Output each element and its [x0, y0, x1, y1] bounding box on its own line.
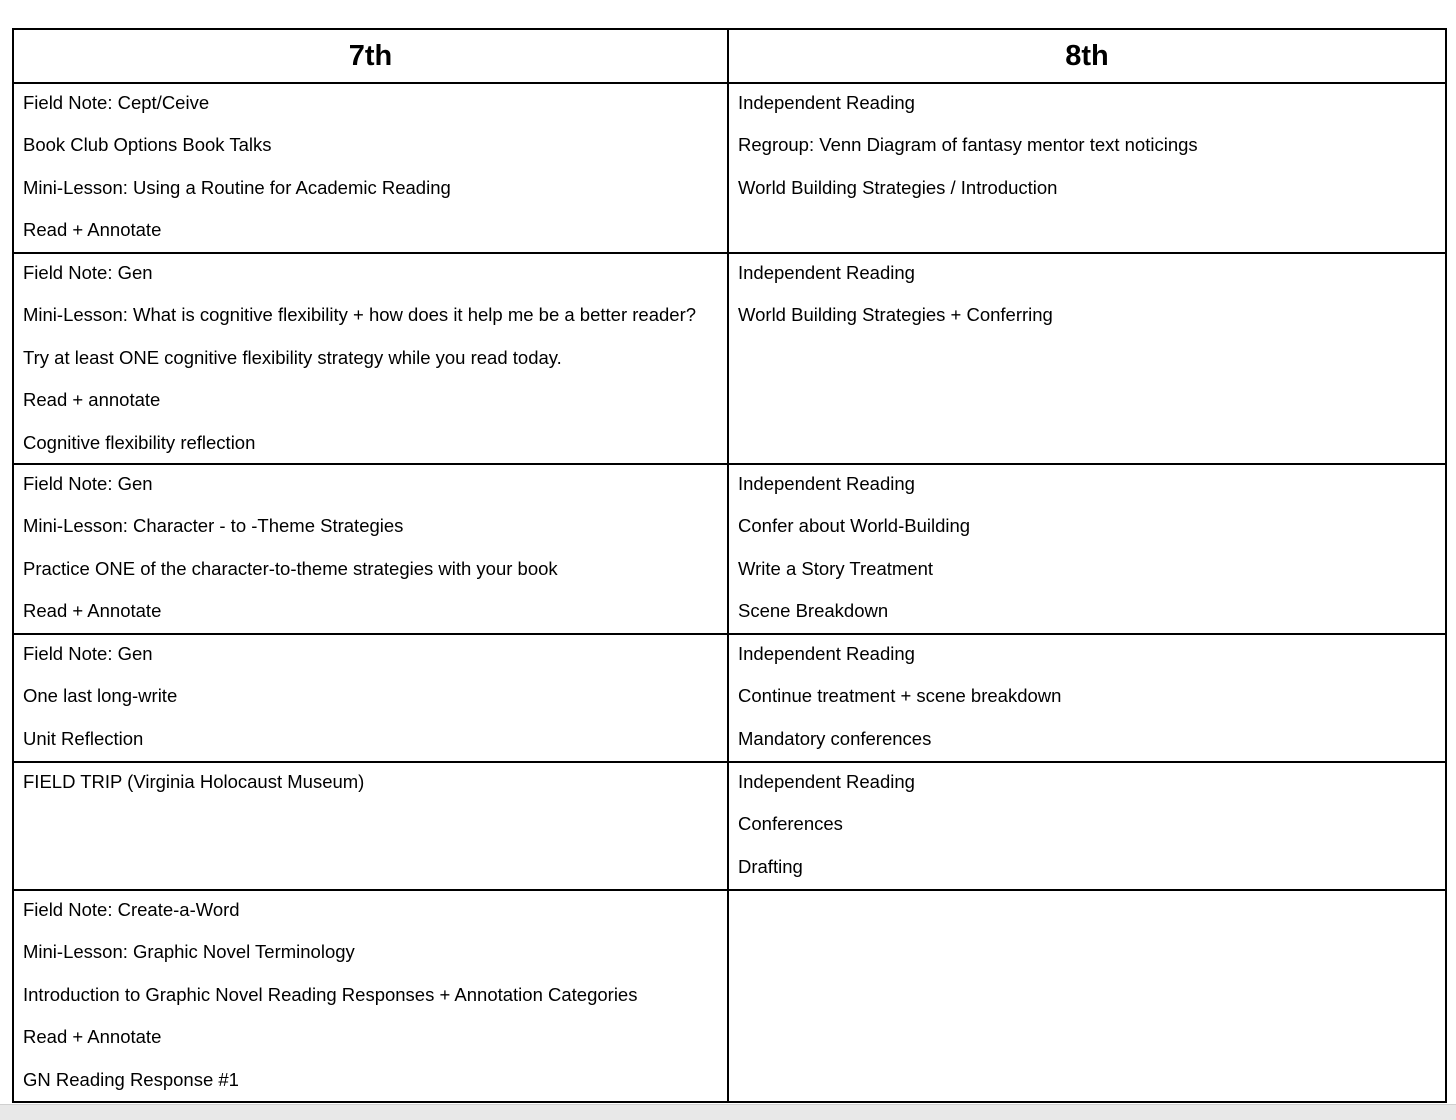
cell-line: Practice ONE of the character-to-theme strategies with your book: [23, 557, 558, 579]
cell-line: Independent Reading: [738, 643, 915, 664]
header-row: [13, 29, 1446, 83]
cell-line: Confer about World-Building: [738, 515, 971, 537]
cell-line: FIELD TRIP (Virginia Holocaust Museum): [23, 771, 365, 792]
cell-line: Read + Annotate: [23, 1026, 162, 1048]
table-row: [13, 253, 1446, 464]
cell-line: Field Note: Gen: [23, 643, 153, 664]
window-bottom-bar: [0, 1104, 1456, 1120]
cell-line: Mini-Lesson: Using a Routine for Academic Reading: [23, 176, 451, 198]
cell-line: Unit Reflection: [23, 727, 144, 749]
table-row: [13, 762, 1446, 890]
cell-8th: [728, 464, 1446, 634]
cell-7th: [13, 83, 728, 253]
cell-line: Field Note: Gen: [23, 262, 153, 283]
table-row: [13, 634, 1446, 762]
cell-line: Read + annotate: [23, 389, 161, 411]
cell-line: Book Club Options Book Talks: [23, 134, 272, 156]
cell-line: Write a Story Treatment: [738, 557, 933, 579]
cell-line: Read + Annotate: [23, 219, 162, 241]
cell-8th: [728, 634, 1446, 762]
cell-line: Regroup: Venn Diagram of fantasy mentor text noticings: [738, 134, 1198, 156]
cell-8th-empty: [728, 890, 1446, 1102]
cell-line: Mandatory conferences: [738, 727, 932, 749]
cell-line: Mini-Lesson: Character - to -Theme Strategies: [23, 515, 404, 537]
cell-7th: [13, 464, 728, 634]
cell-line: Conferences: [738, 813, 843, 835]
column-header-7th: 7th: [13, 29, 728, 83]
cell-line: Independent Reading: [738, 92, 915, 113]
cell-7th: [13, 634, 728, 762]
cell-line: Drafting: [738, 855, 803, 877]
cell-7th: [13, 762, 728, 890]
column-header-8th: 8th: [728, 29, 1446, 83]
cell-line: World Building Strategies + Conferring: [738, 304, 1053, 326]
cell-8th: [728, 83, 1446, 253]
cell-line: Independent Reading: [738, 771, 915, 792]
lesson-plan-table: [12, 28, 1447, 1103]
cell-line: Cognitive flexibility reflection: [23, 431, 256, 453]
cell-7th: [13, 253, 728, 464]
table-row: [13, 83, 1446, 253]
cell-line: Scene Breakdown: [738, 600, 889, 622]
cell-7th: [13, 890, 728, 1102]
cell-line: One last long-write: [23, 685, 178, 707]
cell-line: Continue treatment + scene breakdown: [738, 685, 1062, 707]
cell-line: Field Note: Create-a-Word: [23, 899, 240, 920]
cell-line: World Building Strategies / Introduction: [738, 176, 1058, 198]
cell-line: Independent Reading: [738, 262, 915, 283]
cell-line: GN Reading Response #1: [23, 1068, 239, 1090]
cell-8th: [728, 253, 1446, 464]
cell-8th: [728, 762, 1446, 890]
cell-line: Field Note: Gen: [23, 473, 153, 494]
cell-line: Try at least ONE cognitive flexibility strategy while you read today.: [23, 346, 562, 368]
table-row: [13, 464, 1446, 634]
cell-line: Introduction to Graphic Novel Reading Responses + Annotation Categories: [23, 983, 638, 1005]
cell-line: Mini-Lesson: What is cognitive flexibility + how does it help me be a better reader?: [23, 304, 697, 326]
cell-line: Independent Reading: [738, 473, 915, 494]
table-row: [13, 890, 1446, 1102]
cell-line: Read + Annotate: [23, 600, 162, 622]
cell-line: Field Note: Cept/Ceive: [23, 92, 210, 113]
cell-line: Mini-Lesson: Graphic Novel Terminology: [23, 941, 355, 963]
